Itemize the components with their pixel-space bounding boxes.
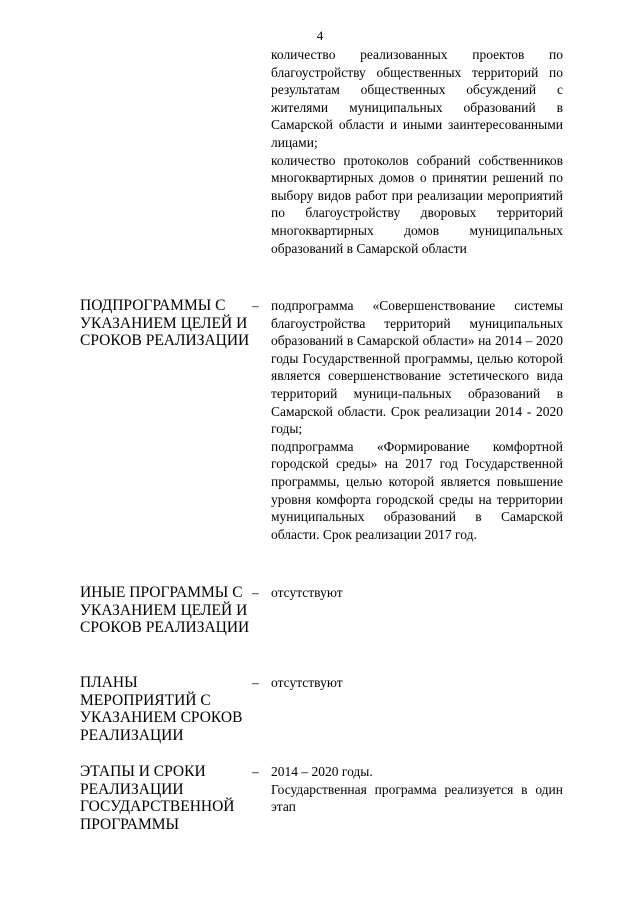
entry-dash: – [252, 298, 259, 313]
top-indicators-block [271, 46, 563, 257]
entry-content [271, 674, 563, 692]
indicator-paragraph: количество реализованных проектов по благоустройству общественных территорий по результатам общественных обсуждений с жителями муниципальных образований в Самарской области и иными заинтересованными лицами; [271, 47, 563, 150]
entry-dash: – [252, 675, 259, 690]
entry-content [271, 763, 563, 816]
entry-dash: – [252, 764, 259, 779]
entry-content [271, 584, 563, 602]
entry-label: ЭТАПЫ И СРОКИ РЕАЛИЗАЦИИ ГОСУДАРСТВЕННОЙ ПРОГРАММЫ [80, 763, 235, 833]
entry-paragraph: отсутствуют [271, 585, 343, 600]
entry-paragraph: отсутствуют [271, 675, 343, 690]
entry-paragraph: подпрограмма «Формирование комфортной городской среды» на 2017 год Государственной программы, целью которой является повышение уровня комфорта городской среды на территории муниципальных образований в Самарской области. Срок реализации 2017 год. [271, 438, 563, 542]
entry-content [271, 297, 563, 543]
entry-label: ПОДПРОГРАММЫ С УКАЗАНИЕМ ЦЕЛЕЙ И СРОКОВ РЕАЛИЗАЦИИ [80, 297, 250, 349]
entry-paragraph: подпрограмма «Совершенствование системы благоустройства территорий муниципальных образований в Самарской области» на 2014 – 2020 годы Государственной программы, целью которой является совершенствование эстетического вида территорий муници-пальных образований в Самарской области. Срок реализации 2014 - 2020 годы; [271, 298, 563, 437]
entry-paragraph: 2014 – 2020 годы. [271, 764, 373, 779]
entry-dash: – [252, 585, 259, 600]
entry-paragraph: Государственная программа реализуется в один этап [271, 781, 563, 815]
page-number: 4 [316, 28, 324, 43]
entry-label: ПЛАНЫ МЕРОПРИЯТИЙ С УКАЗАНИЕМ СРОКОВ РЕАЛИЗАЦИИ [80, 674, 243, 744]
indicator-paragraph: количество протоколов собраний собственников многоквартирных домов о принятии решений по выбору видов работ при реализации мероприятий по благоустройству дворовых территорий многоквартирных домов муниципальных образований в Самарской области [271, 152, 563, 256]
entry-label: ИНЫЕ ПРОГРАММЫ С УКАЗАНИЕМ ЦЕЛЕЙ И СРОКОВ РЕАЛИЗАЦИИ [80, 584, 250, 636]
